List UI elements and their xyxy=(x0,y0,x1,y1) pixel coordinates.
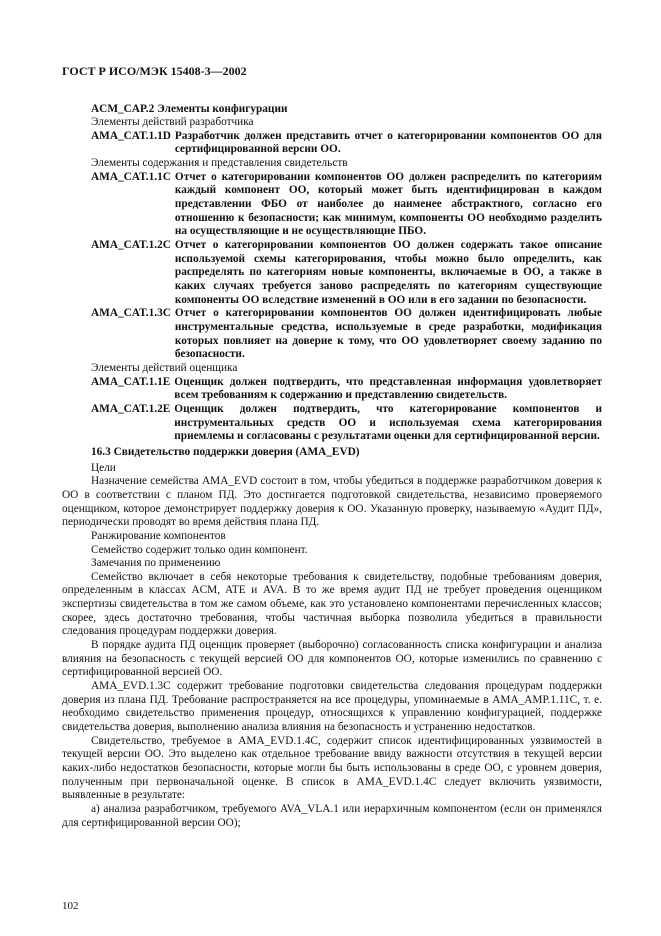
element-text: Оценщик должен подтвердить, что категорирование компонентов и инструментальных средств ОО и используемая схема категорирования приемлемы и согласованы с результатами оценки для сертифицированной версии. xyxy=(174,402,602,443)
element-code: AMA_CAT.1.2C xyxy=(91,239,171,252)
element-1E xyxy=(91,376,602,403)
element-text: Отчет о категорировании компонентов ОО должен распределить по категориям каждый компонент ОО, который может быть идентифицирован в каждом представлении ФБО от наиболее до наименее абстрактного, согласно его отношению к безопасности; как минимум, компоненты ОО необходимо разделить на осуществляющие и не осуществляющие ПБО. xyxy=(174,170,602,238)
page-number: 102 xyxy=(62,900,79,912)
document-page xyxy=(62,64,602,830)
element-2E xyxy=(91,403,602,444)
element-2C xyxy=(91,239,602,307)
element-code: AMA_CAT.1.3C xyxy=(91,307,171,320)
section-title: ACM_CAP.2 Элементы конфигурации xyxy=(91,102,288,115)
section-heading-16-3: 16.3 Свидетельство поддержки доверия (AMA_EVD) xyxy=(91,445,360,458)
paragraph: Семейство содержит только один компонент. xyxy=(91,543,308,556)
element-1C xyxy=(91,171,602,239)
document-header: ГОСТ Р ИСО/МЭК 15408-3—2002 xyxy=(62,64,247,78)
paragraph: AMA_EVD.1.3C содержит требование подготовки свидетельства следования процедурам поддержки доверия из плана ПД. Требование распространяется на все процедуры, упоминаемые в AMA_AMP.1.11C, т. е. необходимо свидетельство применения процедур, относящихся к управлению конфигурацией, поддержке свидетельства доверия, выполнению анализа влияния на безопасность и устранению недостатков. xyxy=(62,680,602,734)
paragraph: В порядке аудита ПД оценщик проверяет (выборочно) согласованность списка конфигурации и анализа влияния на безопасность с текущей версией ОО для компонентов ОО, которые изменились по сравнению с сертифицированной версией ОО. xyxy=(62,639,602,679)
element-text: Отчет о категорировании компонентов ОО должен идентифицировать любые инструментальные средства, используемые в среде разработки, модификация которых повлияет на доверие к тому, что ОО удовлетворяет своему заданию по безопасности. xyxy=(174,307,602,361)
notes-label: Замечания по применению xyxy=(91,557,221,570)
ranking-label: Ранжирование компонентов xyxy=(91,529,226,542)
subheading-developer-actions: Элементы действий разработчика xyxy=(91,116,254,129)
subheading-evaluator-actions: Элементы действий оценщика xyxy=(91,361,238,374)
paragraph: Семейство включает в себя некоторые требования к свидетельству, подобные требованиям доверия, определенным в классах ACM, ATE и AVA. В то же время аудит ПД не требует проведения оценщиком экспертизы свидетельства в том же самом объеме, как это установлено компонентами перечисленных классов; скорее, здесь достаточно требования, чтобы частичная выборка позволила убедиться в правильности следования процедурам поддержки доверия. xyxy=(62,570,602,638)
element-1D xyxy=(91,130,602,157)
element-code: AMA_CAT.1.1E xyxy=(91,375,171,388)
element-3C xyxy=(91,307,602,362)
element-text: Отчет о категорировании компонентов ОО должен содержать такое описание используемой схемы категорирования, чтобы можно было определить, как распределять по категориям новые компоненты, включаемые в ОО, а также в каких случаях требуется заново распределять по категориям существующие компоненты ОО вследствие изменений в ОО или в его задании по безопасности. xyxy=(174,239,602,306)
goals-label: Цели xyxy=(91,461,116,474)
element-code: AMA_CAT.1.2E xyxy=(91,402,171,415)
subheading-content-elements: Элементы содержания и представления свидетельств xyxy=(91,157,348,170)
paragraph: Назначение семейства AMA_EVD состоит в том, чтобы убедиться в поддержке разработчиком доверия к ОО в соответствии с планом ПД. Это достигается подготовкой свидетельства, независимо проверяемого оценщиком, которое демонстрирует поддержку доверия к ОО. Указанную проверку, называемую «Аудит ПД», периодически проводят во время действия плана ПД. xyxy=(62,475,602,529)
element-text: Оценщик должен подтвердить, что представленная информация удовлетворяет всем требованиям к содержанию и представлению свидетельств. xyxy=(174,375,602,402)
element-text: Разработчик должен представить отчет о категорировании компонентов ОО для сертифицированной версии ОО. xyxy=(174,129,602,156)
element-code: AMA_CAT.1.1C xyxy=(91,170,171,183)
paragraph: Свидетельство, требуемое в AMA_EVD.1.4C, содержит список идентифицированных уязвимостей в текущей версии ОО. Это выделено как отдельное требование ввиду важности отсутствия в текущей версии каких-либо недостатков безопасности, которые могли бы быть использованы в среде ОО, с уровнем доверия, полученным при первоначальной оценке. В список в AMA_EVD.1.4C следует включить уязвимости, выявленные в результате: xyxy=(62,734,602,802)
element-code: AMA_CAT.1.1D xyxy=(91,129,171,142)
paragraph: а) анализа разработчиком, требуемого AVA_VLA.1 или иерархичным компонентом (если он применялся для сертифицированной версии ОО); xyxy=(62,802,602,829)
